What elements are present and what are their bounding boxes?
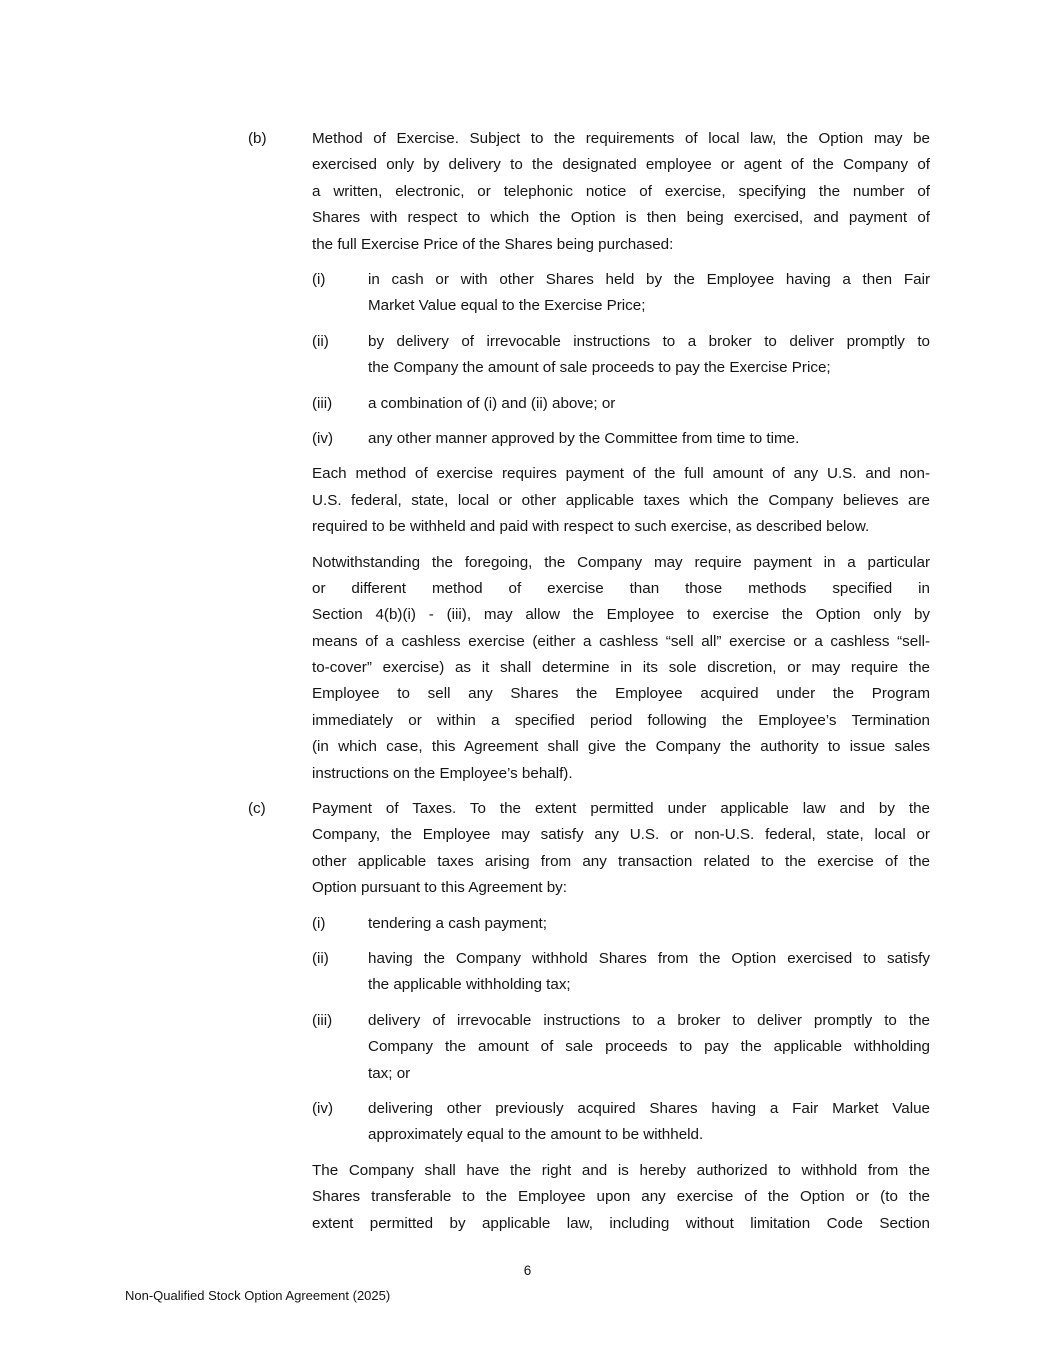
paragraph-block [248, 461, 930, 540]
list-item-block [312, 911, 930, 937]
paragraph-text [312, 1158, 930, 1237]
paragraph-block [248, 1158, 930, 1237]
text-line: Option pursuant to this Agreement by: [312, 879, 567, 897]
section-label: (b) [248, 130, 267, 147]
paragraph-text [368, 426, 930, 452]
list-item-label: (iii) [312, 394, 333, 412]
text-line: delivering other previously acquired Shares having a Fair Market Value [368, 1099, 930, 1117]
text-line: the full Exercise Price of the Shares being purchased: [312, 235, 674, 253]
text-line: Company the amount of sale proceeds to pay the applicable withholding [368, 1038, 930, 1056]
text-line: Company, the Employee may satisfy any U.S. or non-U.S. federal, state, local or [312, 826, 930, 844]
text-line: Payment of Taxes. To the extent permitted under applicable law and by the [312, 800, 930, 818]
text-line: by delivery of irrevocable instructions to a broker to deliver promptly to [368, 332, 930, 350]
text-line: or different method of exercise than those methods specified in [312, 579, 930, 597]
text-line: tax; or [368, 1064, 411, 1082]
paragraph-text [312, 550, 930, 788]
text-line: Section 4(b)(i) - (iii), may allow the Employee to exercise the Option only by [312, 606, 930, 624]
list-item-block [312, 946, 930, 999]
paragraph-text [368, 1008, 930, 1087]
text-line: instructions on the Employee’s behalf). [312, 764, 573, 782]
text-line: immediately or within a specified period following the Employee’s Termination [312, 711, 930, 729]
text-line: Market Value equal to the Exercise Price; [368, 297, 646, 315]
list-item-block [312, 426, 930, 452]
text-line: U.S. federal, state, local or other applicable taxes which the Company believes are [312, 491, 930, 509]
text-line: Each method of exercise requires payment of the full amount of any U.S. and non- [312, 465, 930, 483]
text-line: Notwithstanding the foregoing, the Company may require payment in a particular [312, 553, 930, 571]
text-line: Employee to sell any Shares the Employee acquired under the Program [312, 685, 930, 703]
paragraph-text [368, 329, 930, 382]
paragraph-text [312, 461, 930, 540]
text-line: exercised only by delivery to the designated employee or agent of the Company of [312, 156, 930, 174]
text-line: delivery of irrevocable instructions to a broker to deliver promptly to the [368, 1011, 930, 1029]
list-item-label: (iii) [312, 1011, 333, 1029]
text-line: extent permitted by applicable law, including without limitation Code Section [312, 1214, 930, 1232]
text-line: approximately equal to the amount to be withheld. [368, 1126, 704, 1144]
text-line: having the Company withhold Shares from the Option exercised to satisfy [368, 949, 930, 967]
list-item-label: (ii) [312, 332, 329, 350]
text-line: required to be withheld and paid with respect to such exercise, as described below. [312, 518, 870, 536]
list-item-label: (iv) [312, 1099, 334, 1117]
list-item-label: (i) [312, 914, 326, 932]
text-line: in cash or with other Shares held by the Employee having a then Fair [368, 270, 930, 288]
list-item-block [312, 1008, 930, 1087]
text-line: the applicable withholding tax; [368, 976, 571, 994]
list-item-block [312, 1096, 930, 1149]
page-number: 6 [523, 1263, 532, 1278]
text-line: a combination of (i) and (ii) above; or [368, 394, 616, 412]
paragraph-text [368, 1096, 930, 1149]
text-line: The Company shall have the right and is hereby authorized to withhold from the [312, 1161, 930, 1179]
text-line: means of a cashless exercise (either a cashless “sell all” exercise or a cashless “sell- [312, 632, 930, 650]
paragraph-text [368, 267, 930, 320]
list-item-label: (iv) [312, 429, 334, 447]
paragraph-text [368, 911, 930, 937]
list-item-block [312, 267, 930, 320]
text-line: tendering a cash payment; [368, 914, 547, 932]
footer-note: Non-Qualified Stock Option Agreement (2025) [125, 1288, 391, 1303]
paragraph-text [312, 126, 930, 258]
paragraph-text [368, 391, 930, 417]
document-body [248, 126, 930, 1246]
text-line: any other manner approved by the Committee from time to time. [368, 429, 800, 447]
paragraph-text [312, 796, 930, 902]
text-line: the Company the amount of sale proceeds to pay the Exercise Price; [368, 359, 831, 377]
paragraph-text [368, 946, 930, 999]
paragraph-block [248, 550, 930, 788]
section-block [248, 796, 930, 902]
text-line: a written, electronic, or telephonic notice of exercise, specifying the number of [312, 182, 930, 200]
text-line: Method of Exercise. Subject to the requirements of local law, the Option may be [312, 130, 930, 147]
list-item-label: (ii) [312, 949, 329, 967]
list-item-block [312, 391, 930, 417]
list-item-label: (i) [312, 270, 326, 288]
section-label: (c) [248, 800, 266, 818]
text-line: other applicable taxes arising from any transaction related to the exercise of the [312, 852, 930, 870]
section-block [248, 126, 930, 258]
text-line: (in which case, this Agreement shall give the Company the authority to issue sales [312, 738, 930, 756]
text-line: to-cover” exercise) as it shall determine in its sole discretion, or may require the [312, 659, 930, 677]
text-line: Shares transferable to the Employee upon any exercise of the Option or (to the [312, 1188, 930, 1206]
text-line: Shares with respect to which the Option is then being exercised, and payment of [312, 209, 930, 227]
list-item-block [312, 329, 930, 382]
